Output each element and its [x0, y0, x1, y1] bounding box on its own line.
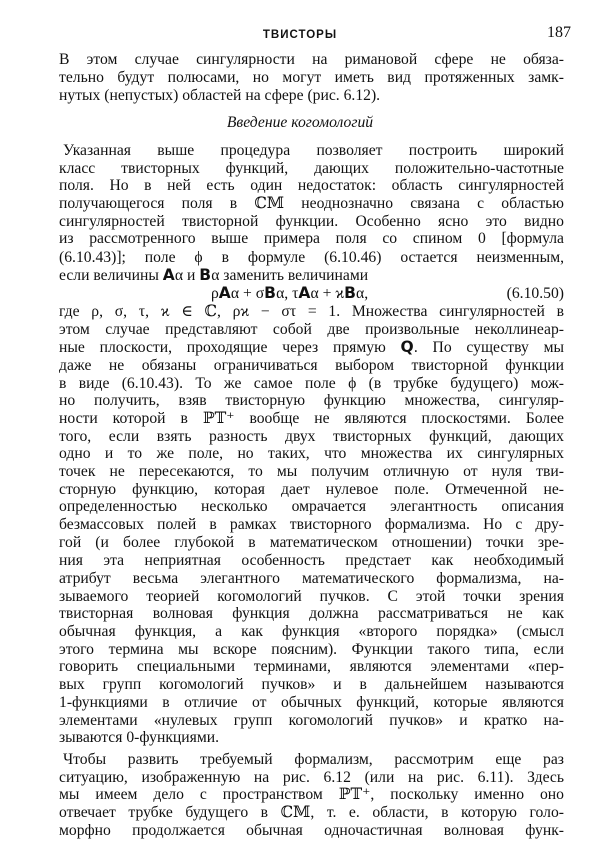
text-line: 1-функциями в отличие от обычных функций, которые являются	[59, 694, 564, 712]
text-line: обычная функция, а как функция «второго порядка» (смысл	[59, 622, 564, 640]
text-line: Указанная выше процедура позволяет построить широкий	[63, 141, 564, 159]
formula-expression: ρ𝗔α + σ𝗕α, τ𝗔α + ϰ𝗕α,	[211, 285, 369, 303]
text-line: точек не пересекаются, то мы получим отличную от нуля тви-	[59, 463, 564, 481]
text-line: если величины 𝗔α и 𝗕α заменить величинами	[59, 266, 369, 284]
text-line: твисторная волновая функция должна рассматриваться не как	[59, 604, 564, 622]
text-line: вых групп когомологий пучков» и в дальнейшем называются	[59, 676, 564, 694]
text-line: отвечает трубке будущего в ℂ𝕄, т. е. области, в которую голо-	[59, 804, 564, 821]
text-line: сингулярностей твисторной функции. Особенно ясно это видно	[59, 213, 564, 231]
text-line: Чтобы развить требуемый формализм, рассмотрим еще раз	[63, 750, 564, 768]
text-line: гой (и более глубокой в математическом отношении) точки зре-	[59, 534, 564, 552]
text-line: нутых (непустых) областей на сфере (рис. 6.12).	[59, 87, 381, 105]
text-line: поля. Но в ней есть один недостаток: область сингулярностей	[59, 177, 564, 195]
text-line: ситуацию, изображенную на рис. 6.12 (или на рис. 6.11). Здесь	[59, 768, 564, 786]
text-line: зываются 0-функциями.	[59, 729, 220, 747]
section-heading: Введение когомологий	[226, 114, 374, 132]
text-line: того, если взять разность двух твисторных функций, дающих	[59, 427, 564, 445]
text-line: но получить, взяв твисторную функцию множества, сингуляр-	[59, 391, 564, 409]
text-line: ния эта неприятная особенность предстает как необходимый	[59, 551, 564, 569]
running-head-title: ТВИСТОРЫ	[262, 29, 338, 41]
text-line: класс твисторных функций, дающих положительно-частотные	[59, 160, 564, 177]
text-line: этого термина мы вскоре поясним). Функции такого типа, если	[59, 640, 564, 658]
text-line: безмассовых полей в рамках твисторного формализма. Но с дру-	[59, 516, 564, 534]
text-line: говорить специальными терминами, являются элементами «пер-	[59, 658, 564, 676]
text-line: морфно продолжается обычная одночастичная волновая функ-	[59, 822, 564, 839]
page-number: 187	[547, 24, 571, 41]
text-line: атрибут весьма элегантного математического формализма, на-	[59, 569, 564, 587]
text-line: элементами «нулевых групп когомологий пучков» и кратко на-	[59, 712, 564, 730]
text-line: тельно будут полюсами, но могут иметь вид протяженных замк-	[59, 69, 564, 86]
text-line: зываемого теорией когомологий пучков. С этой точки зрения	[59, 587, 564, 605]
text-line: из рассмотренного выше примера поля со спином 0 [формула	[59, 230, 564, 248]
text-line: мы имеем дело с пространством ℙ𝕋⁺, поскольку именно оно	[59, 785, 564, 803]
text-line: (6.10.43)]; поле ϕ в формуле (6.10.46) остается неизменным,	[59, 248, 564, 266]
text-line: даже не обязаны ограничиваться выбором твисторной функции	[59, 356, 564, 374]
text-line: одно и то же поле, но таких, что множества их сингулярных	[59, 445, 564, 463]
formula-number: (6.10.50)	[506, 285, 564, 303]
text-line: получающегося поля в ℂ𝕄 неоднозначно связана с областью	[59, 195, 564, 213]
text-line: ные плоскости, проходящие через прямую 𝗤. По существу мы	[59, 338, 564, 356]
text-line: в виде (6.10.43). То же самое поле ϕ (в трубке будущего) мож-	[59, 374, 564, 392]
text-line: где ρ, σ, τ, ϰ ∈ ℂ, ρϰ − στ = 1. Множества сингулярностей в	[59, 303, 564, 321]
text-line: ности которой в ℙ𝕋⁺ вообще не являются плоскостями. Более	[59, 409, 564, 427]
running-head	[0, 22, 600, 42]
text-line: определенностью несколько омрачается элегантность описания	[59, 498, 564, 516]
text-line: этом случае представляют собой две произвольные неколлинеар-	[59, 321, 564, 339]
text-line: В этом случае сингулярности на римановой сфере не обяза-	[59, 51, 564, 68]
text-line: сторную функцию, которая дает нулевое поле. Отмеченной не-	[59, 481, 564, 499]
